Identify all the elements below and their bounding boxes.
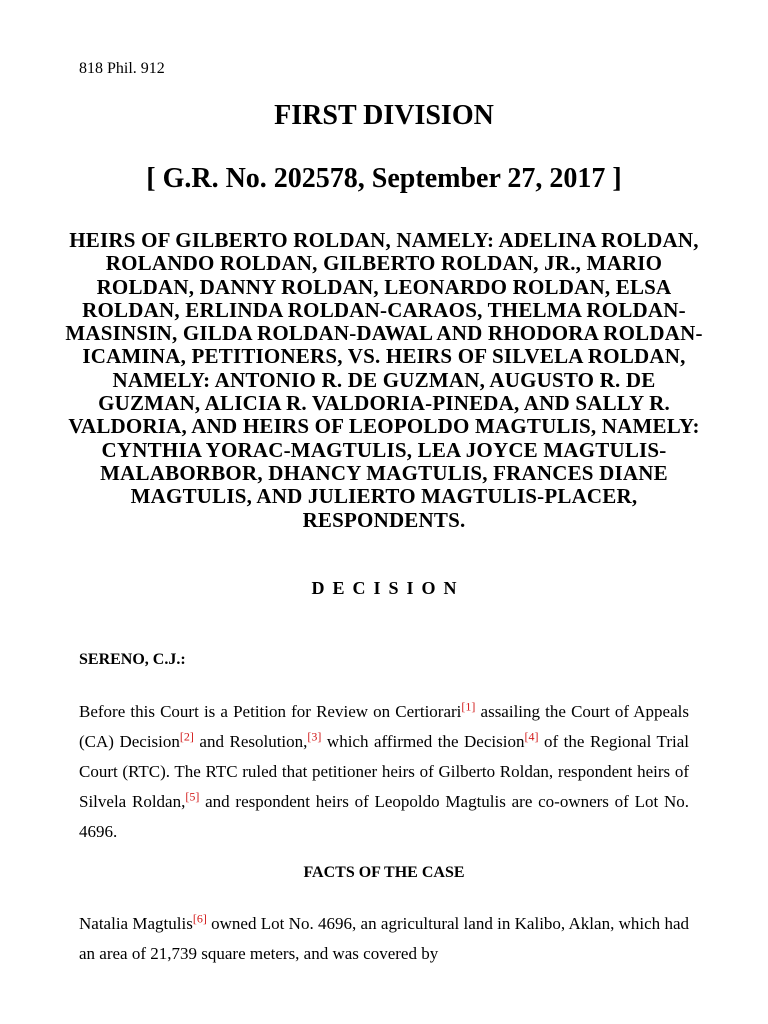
case-citation: 818 Phil. 912	[79, 60, 165, 77]
division-title: FIRST DIVISION	[274, 100, 494, 131]
footnote-link-4[interactable]: [4]	[524, 729, 539, 744]
paragraph-text: which affirmed the Decision	[321, 732, 525, 751]
paragraph-text: Natalia Magtulis	[79, 914, 193, 933]
footnote-link-2[interactable]: [2]	[179, 729, 194, 744]
paragraph-text: and Resolution,	[193, 732, 308, 751]
case-number-title: [ G.R. No. 202578, September 27, 2017 ]	[146, 163, 622, 194]
paragraph-text: of the Regional Trial Court (RTC). The RTC ruled that petitioner heirs of Gilberto Roldan, respondent heirs of Silvela Roldan,	[79, 732, 689, 811]
case-parties: HEIRS OF GILBERTO ROLDAN, NAMELY: ADELINA ROLDAN, ROLANDO ROLDAN, GILBERTO ROLDAN, JR., MARIO ROLDAN, DANNY ROLDAN, LEONARDO ROLDAN, ELSA ROLDAN, ERLINDA ROLDAN-CARAOS, THELMA ROLDAN-MASINSIN, GILDA ROLDAN-DAWAL AND RHODORA ROLDAN-ICAMINA, PETITIONERS, VS. HEIRS OF SILVELA ROLDAN, NAMELY: ANTONIO R. DE GUZMAN, AUGUSTO R. DE GUZMAN, ALICIA R. VALDORIA-PINEDA, AND SALLY R. VALDORIA, AND HEIRS OF LEOPOLDO MAGTULIS, NAMELY: CYNTHIA YORAC-MAGTULIS, LEA JOYCE MAGTULIS-MALABORBOR, DHANCY MAGTULIS, FRANCES DIANE MAGTULIS, AND JULIERTO MAGTULIS-PLACER, RESPONDENTS.	[65, 228, 703, 532]
paragraph-text: Before this Court is a Petition for Review on Certiorari	[79, 702, 462, 721]
footnote-link-3[interactable]: [3]	[307, 729, 322, 744]
paragraph-text: assailing the Court of Appeals (CA) Decision	[79, 702, 689, 751]
paragraph-text: owned Lot No. 4696, an agricultural land in Kalibo, Aklan, which had an area of 21,739 square meters, and was covered by	[79, 914, 690, 963]
decision-heading: DECISION	[311, 578, 465, 598]
facts-heading: FACTS OF THE CASE	[303, 864, 465, 881]
paragraph-text: and respondent heirs of Leopoldo Magtulis are co-owners of Lot No. 4696.	[79, 792, 690, 841]
footnote-link-6[interactable]: [6]	[192, 911, 207, 926]
ponente-name: SERENO, C.J.:	[79, 651, 186, 668]
intro-paragraph	[79, 697, 689, 847]
footnote-link-5[interactable]: [5]	[185, 789, 200, 804]
facts-paragraph	[79, 909, 689, 969]
footnote-link-1[interactable]: [1]	[461, 699, 476, 714]
